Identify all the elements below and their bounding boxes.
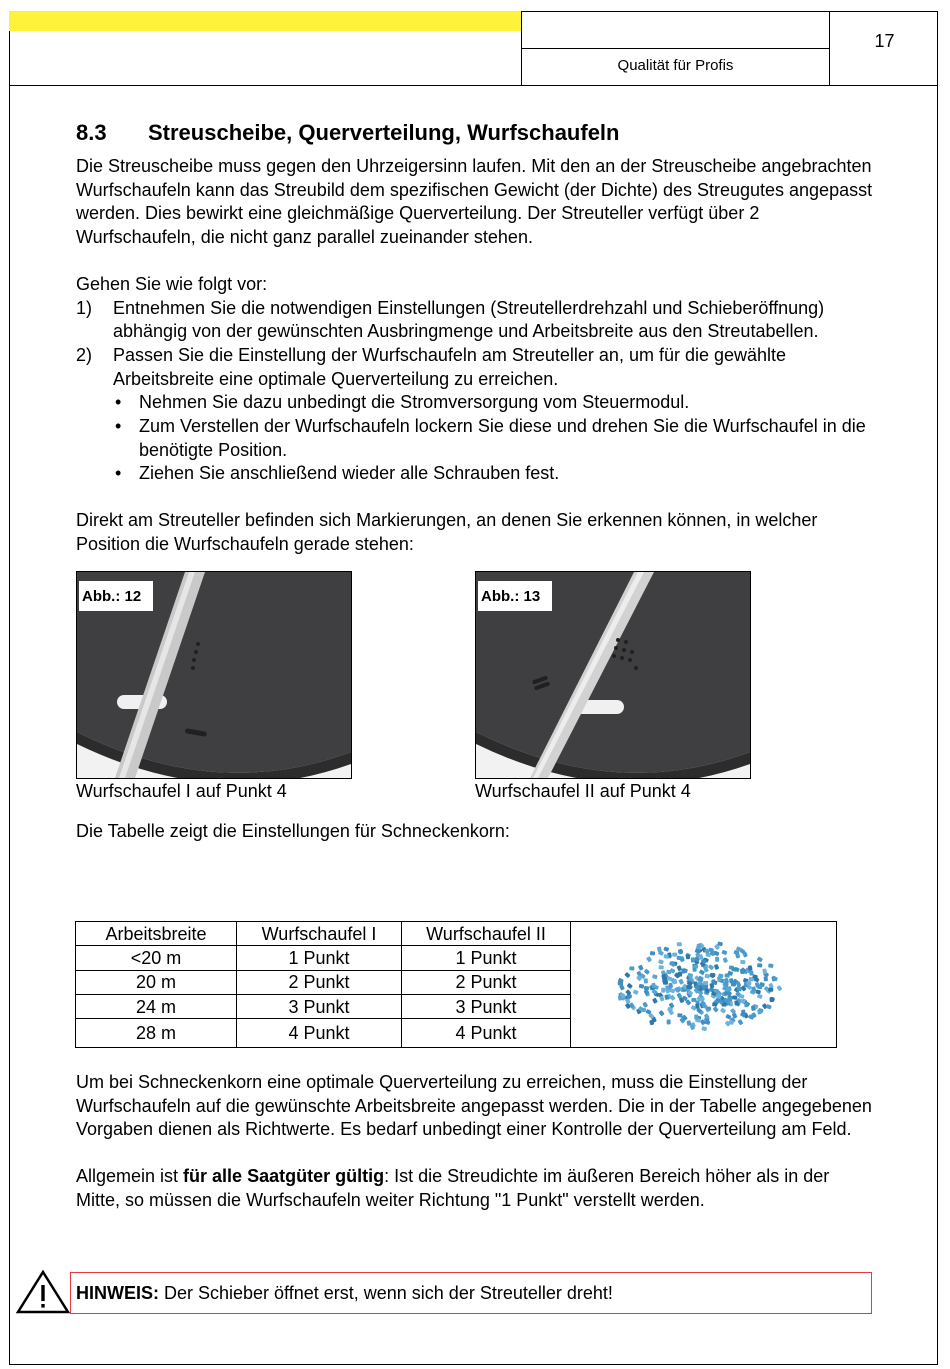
general-bold: für alle Saatgüter gültig bbox=[183, 1166, 385, 1187]
table-cell: 28 m bbox=[76, 1019, 237, 1048]
step-number: 1) bbox=[76, 297, 93, 318]
table-header-cell: Wurfschaufel II bbox=[402, 922, 571, 946]
table-header-cell: Wurfschaufel I bbox=[237, 922, 402, 946]
spreader-disc-photo bbox=[475, 571, 751, 779]
page-header bbox=[9, 11, 938, 86]
table-header-cell: Arbeitsbreite bbox=[76, 922, 237, 946]
spreader-disc-photo bbox=[76, 571, 352, 779]
step-text: Passen Sie die Einstellung der Wurfschaufeln am Streuteller an, um für die gewählte Arbeitsbreite eine optimale Querverteilung zu erreichen. bbox=[113, 344, 787, 389]
figure-row bbox=[76, 571, 876, 809]
general-suffix: : Ist die Streudichte im äußeren Bereich höher als in der Mitte, so müssen die Wurfschaufeln weiter Richtung "1 Punkt" verstellt werden. bbox=[76, 1166, 830, 1210]
table-cell: <20 m bbox=[76, 946, 237, 970]
figure-12 bbox=[76, 571, 352, 803]
main-content bbox=[76, 120, 876, 843]
warning-triangle-icon bbox=[16, 1270, 70, 1314]
lower-content bbox=[76, 1071, 876, 1213]
table-intro: Die Tabelle zeigt die Einstellungen für Schneckenkorn: bbox=[76, 820, 510, 841]
header-accent-bar bbox=[9, 11, 521, 31]
section-title: Streuscheibe, Querverteilung, Wurfschaufeln bbox=[148, 120, 620, 145]
bullet-text: Nehmen Sie dazu unbedingt die Stromversorgung vom Steuermodul. bbox=[139, 392, 690, 413]
bullet-item bbox=[113, 462, 876, 486]
table-cell: 3 Punkt bbox=[237, 995, 402, 1019]
page-number: 17 bbox=[874, 31, 895, 51]
header-empty-cell bbox=[522, 11, 829, 49]
step-text: Entnehmen Sie die notwendigen Einstellungen (Streutellerdrehzahl und Schieberöffnung) abhängig von der gewünschten Ausbringmenge und Arbeitsbreite aus den Streutabellen. bbox=[113, 297, 825, 342]
adjust-paragraph: Um bei Schneckenkorn eine optimale Querverteilung zu erreichen, muss die Einstellung der Wurfschaufeln auf die gewünschte Arbeitsbreite angepasst werden. Die in der Tabelle angegebenen Vorgaben dienen als Richtwerte. Es bedarf unbedingt einer Kontrolle der Querverteilung am Feld. bbox=[76, 1072, 872, 1140]
step-item bbox=[76, 297, 876, 344]
notice-text: Der Schieber öffnet erst, wenn sich der Streuteller dreht! bbox=[159, 1283, 613, 1303]
header-tagline: Qualität für Profis bbox=[617, 57, 734, 74]
general-paragraph bbox=[76, 1165, 876, 1212]
notice-label: HINWEIS: bbox=[76, 1283, 159, 1303]
notice-box bbox=[70, 1272, 872, 1314]
figure-caption: Wurfschaufel II auf Punkt 4 bbox=[475, 780, 691, 801]
step-number: 2) bbox=[76, 344, 93, 365]
section-number: 8.3 bbox=[76, 120, 107, 145]
table-cell: 2 Punkt bbox=[402, 970, 571, 994]
bullet-text: Ziehen Sie anschließend wieder alle Schrauben fest. bbox=[139, 463, 560, 484]
figure-label: Abb.: 12 bbox=[79, 581, 153, 611]
table-header-row bbox=[76, 922, 837, 946]
bullet-item bbox=[113, 391, 876, 415]
procedure-steps bbox=[76, 297, 876, 487]
figure-caption: Wurfschaufel I auf Punkt 4 bbox=[76, 780, 287, 801]
table-cell: 24 m bbox=[76, 995, 237, 1019]
table-cell: 2 Punkt bbox=[237, 970, 402, 994]
table-cell: 20 m bbox=[76, 970, 237, 994]
step-item bbox=[76, 344, 876, 486]
table-cell: 3 Punkt bbox=[402, 995, 571, 1019]
markings-paragraph: Direkt am Streuteller befinden sich Markierungen, an denen Sie erkennen können, in welcher Position die Wurfschaufeln gerade stehen: bbox=[76, 510, 818, 554]
table-cell: 1 Punkt bbox=[402, 946, 571, 970]
blue-granules-image bbox=[571, 922, 836, 1042]
general-prefix: Allgemein ist bbox=[76, 1166, 184, 1187]
bullet-marker: • bbox=[115, 463, 122, 484]
figure-label: Abb.: 13 bbox=[478, 581, 552, 611]
intro-paragraph: Die Streuscheibe muss gegen den Uhrzeigersinn laufen. Mit den an der Streuscheibe angebrachten Wurfschaufeln kann das Streubild dem spezifischen Gewicht (der Dichte) des Streugutes angepasst werden. Dies bewirkt eine gleichmäßige Querverteilung. Der Streuteller verfügt über 2 Wurfschaufeln, die nicht ganz parallel zueinander stehen. bbox=[76, 156, 873, 248]
header-center-cell bbox=[521, 11, 830, 85]
figure-13 bbox=[475, 571, 751, 803]
bullet-text: Zum Verstellen der Wurfschaufeln lockern Sie diese und drehen Sie die Wurfschaufel in die benötigte Position. bbox=[139, 416, 866, 460]
table-cell: 1 Punkt bbox=[237, 946, 402, 970]
table-cell: 4 Punkt bbox=[237, 1019, 402, 1048]
granules-image-cell bbox=[571, 922, 837, 1048]
section-heading bbox=[76, 120, 876, 146]
bullet-marker: • bbox=[115, 416, 122, 437]
bullet-item bbox=[113, 415, 876, 462]
bullet-marker: • bbox=[115, 392, 122, 413]
sub-bullet-list bbox=[113, 391, 876, 486]
settings-table bbox=[75, 921, 837, 1048]
table-cell: 4 Punkt bbox=[402, 1019, 571, 1048]
procedure-intro: Gehen Sie wie folgt vor: bbox=[76, 273, 268, 294]
